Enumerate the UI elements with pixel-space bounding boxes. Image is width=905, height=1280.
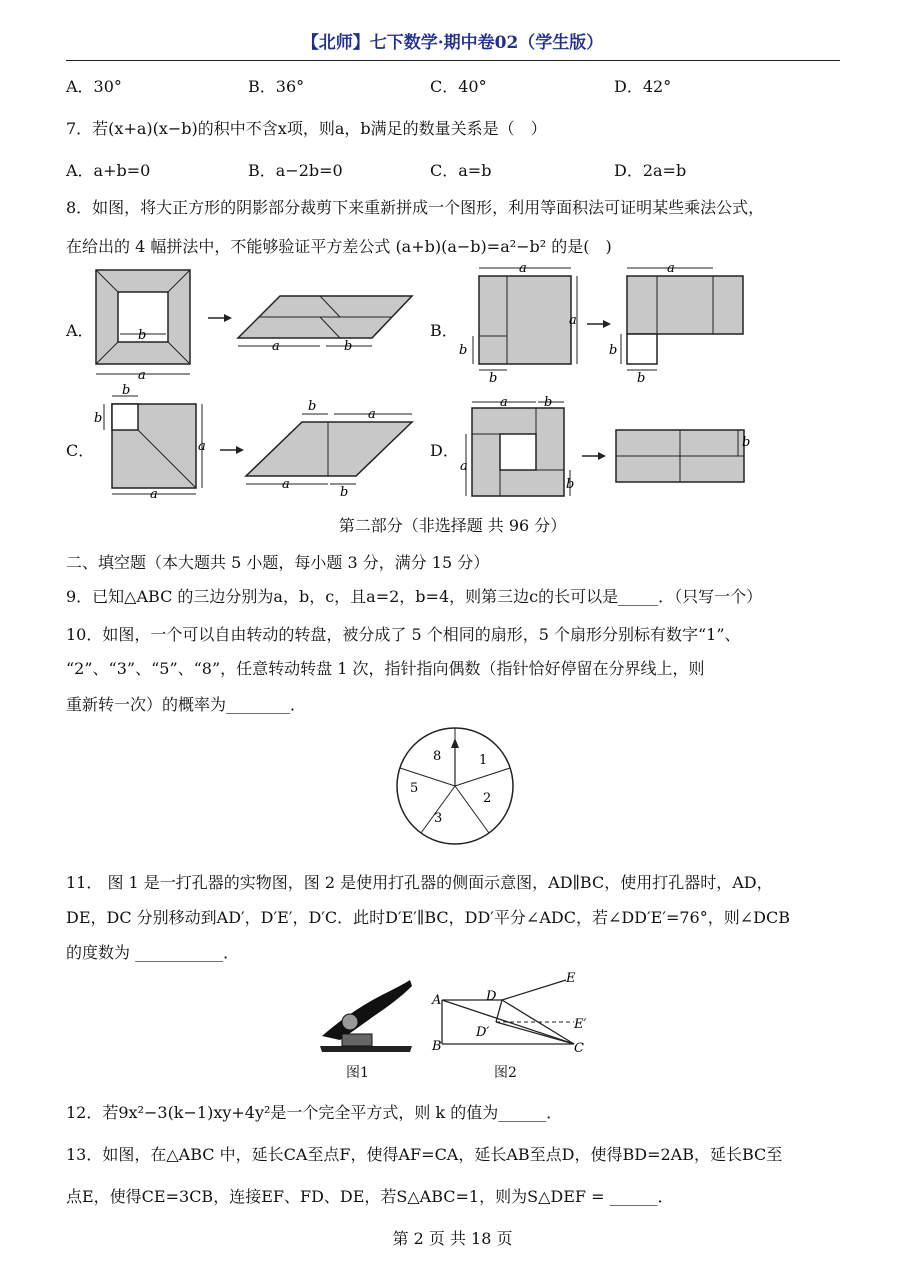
- svg-text:b: b: [742, 435, 751, 450]
- svg-text:B: B: [432, 1039, 442, 1054]
- q6-option-a: A．30°: [66, 77, 122, 96]
- svg-text:E: E: [566, 971, 576, 986]
- svg-text:a: a: [138, 368, 146, 383]
- svg-text:E′: E′: [574, 1017, 587, 1032]
- svg-text:b: b: [138, 328, 147, 343]
- svg-text:b: b: [566, 477, 575, 492]
- part2-title: 第二部分（非选择题 共 96 分）: [338, 516, 567, 535]
- svg-text:a: a: [569, 313, 577, 328]
- hole-punch-diagram: [428, 970, 598, 1056]
- q11-line3: 的度数为 ___________．: [66, 943, 240, 962]
- svg-text:a: a: [150, 487, 158, 502]
- q7-option-c: C．a=b: [430, 161, 492, 180]
- q7-option-b: B．a−2b=0: [248, 161, 343, 180]
- q11-line1: 11． 图 1 是一打孔器的实物图，图 2 是使用打孔器的侧面示意图，AD∥BC，使用打孔器时，AD，: [66, 873, 773, 892]
- svg-text:a: a: [272, 339, 280, 354]
- q8-figure-a: [90, 268, 430, 386]
- q7-stem: 7．若(x+a)(x−b)的积中不含x项，则a，b满足的数量关系是（ ）: [66, 119, 547, 138]
- q6-option-c: C．40°: [430, 77, 487, 96]
- q8-label-c: C．: [66, 441, 95, 460]
- q8-line2: 在给出的 4 幅拼法中，不能够验证平方差公式 (a+b)(a−b)=a²−b² 的是( ): [66, 237, 612, 256]
- q12-text: 12．若9x²−3(k−1)xy+4y²是一个完全平方式，则 k 的值为______．: [66, 1103, 563, 1122]
- q6-option-d: D．42°: [614, 77, 672, 96]
- svg-text:a: a: [460, 459, 468, 474]
- svg-text:a: a: [198, 439, 206, 454]
- q11-line2: DE，DC 分别移动到AD′，D′E′，D′C．此时D′E′∥BC，DD′平分∠ADC，若∠DD′E′=76°，则∠DCB: [66, 908, 790, 927]
- header-rule: [66, 60, 840, 61]
- q10-line2: “2”、“3”、“5”、“8”，任意转动转盘 1 次，指针指向偶数（指针恰好停留在分界线上，则: [66, 659, 705, 678]
- page-footer: 第 2 页 共 18 页: [392, 1229, 513, 1248]
- svg-text:a: a: [500, 395, 508, 410]
- svg-text:b: b: [344, 339, 353, 354]
- q10-spinner: [390, 722, 520, 848]
- svg-text:C: C: [574, 1041, 584, 1056]
- q8-figure-d: [458, 390, 768, 502]
- spinner-1: 1: [479, 753, 488, 768]
- section2-title: 二、填空题（本大题共 5 小题，每小题 3 分，满分 15 分）: [66, 553, 490, 572]
- spinner-2: 2: [483, 791, 492, 806]
- q8-figure-b: [455, 262, 755, 387]
- svg-text:a: a: [519, 261, 527, 276]
- svg-text:a: a: [368, 407, 376, 422]
- page-header: 【北师】七下数学·期中卷02（学生版）: [301, 33, 604, 53]
- svg-text:b: b: [609, 343, 618, 358]
- svg-text:b: b: [489, 371, 498, 386]
- svg-text:D: D: [486, 989, 497, 1004]
- q6-option-b: B．36°: [248, 77, 305, 96]
- svg-text:a: a: [667, 261, 675, 276]
- svg-text:b: b: [459, 343, 468, 358]
- fig1-caption: 图1: [346, 1065, 369, 1081]
- svg-text:A: A: [432, 993, 442, 1008]
- q8-label-a: A．: [66, 321, 94, 340]
- svg-text:b: b: [544, 395, 553, 410]
- q8-label-b: B．: [430, 321, 458, 340]
- svg-text:D′: D′: [476, 1025, 490, 1040]
- spinner-8: 8: [433, 749, 442, 764]
- q8-figure-c: [92, 383, 422, 502]
- svg-text:a: a: [282, 477, 290, 492]
- q8-label-d: D．: [430, 441, 459, 460]
- svg-text:b: b: [122, 383, 131, 398]
- q10-line3: 重新转一次）的概率为________．: [66, 695, 307, 714]
- q13-line1: 13．如图，在△ABC 中，延长CA至点F，使得AF=CA，延长AB至点D，使得BD=2AB，延长BC至: [66, 1145, 783, 1164]
- svg-text:b: b: [94, 411, 103, 426]
- q9-text: 9．已知△ABC 的三边分别为a，b，c，且a=2，b=4，则第三边c的长可以是_____．（只写一个）: [66, 587, 763, 606]
- hole-punch-photo: [312, 976, 422, 1060]
- svg-text:b: b: [308, 399, 317, 414]
- svg-text:b: b: [637, 371, 646, 386]
- q8-line1: 8．如图，将大正方形的阴影部分裁剪下来重新拼成一个图形，利用等面积法可证明某些乘法公式，: [66, 198, 765, 217]
- q10-line1: 10．如图，一个可以自由转动的转盘，被分成了 5 个相同的扇形，5 个扇形分别标有数字“1”、: [66, 625, 741, 644]
- fig2-caption: 图2: [494, 1065, 517, 1081]
- q13-line2: 点E，使得CE=3CB，连接EF、FD、DE，若S△ABC=1，则为S△DEF = ______．: [66, 1187, 674, 1206]
- spinner-3: 3: [434, 811, 443, 826]
- svg-text:b: b: [340, 485, 349, 500]
- spinner-5: 5: [410, 781, 419, 796]
- q7-option-a: A．a+b=0: [66, 161, 151, 180]
- q7-option-d: D．2a=b: [614, 161, 687, 180]
